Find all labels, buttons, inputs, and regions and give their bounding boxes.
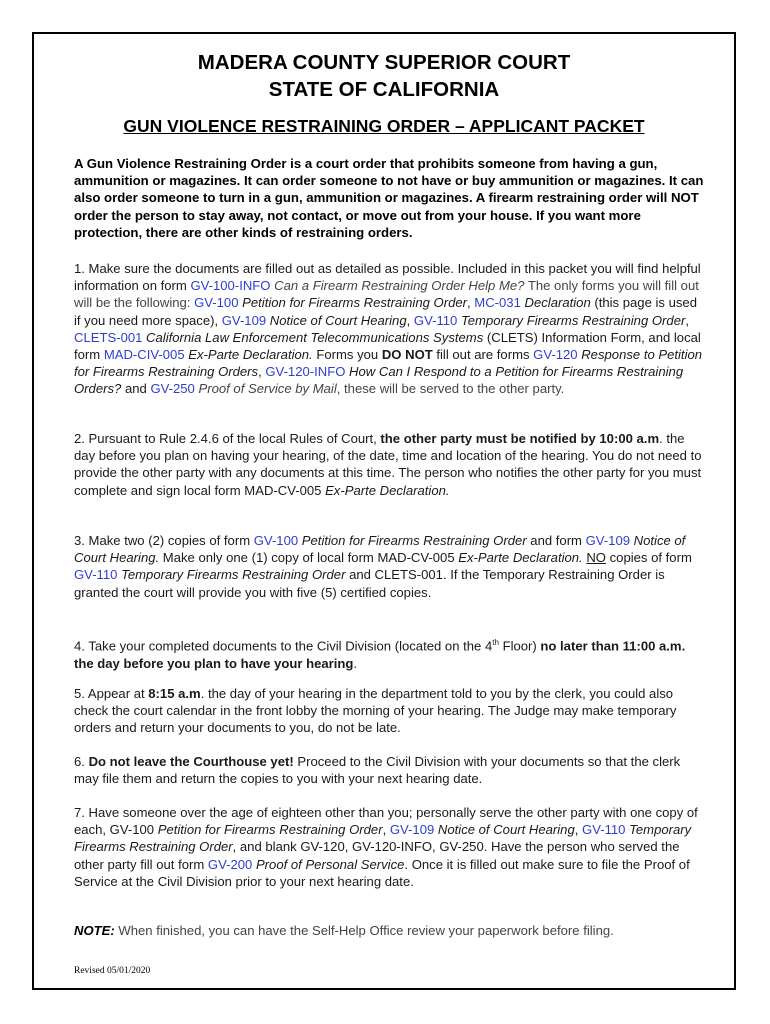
link-gv-200[interactable]: GV-200 [207,856,253,872]
revised-date: Revised 05/01/2020 [74,966,151,976]
step-7: 7. Have someone over the age of eighteen other than you; personally serve the other party with one copy of each, GV-100 Petition for Firearms Restraining Order, GV-109 Notice of Court Hearing, GV-110 Temporary Firearms Restraining Order, and blank GV-120, GV-120-INFO, GV-250. Have the person who served the other party fill out form GV-200 Proof of Personal Service. Once it is filled out make sure to file the Proof of Service at the Civil Division prior to your next hearing date. [74,805,698,889]
link-mc-031[interactable]: MC-031 [474,295,521,311]
link-gv-250[interactable]: GV-250 [150,381,195,397]
link-gv-120-info[interactable]: GV-120-INFO [265,364,346,380]
link-gv-100-info[interactable]: GV-100-INFO [190,278,271,294]
note-label: NOTE: [74,923,115,938]
link-mad-civ-005[interactable]: MAD-CIV-005 [103,347,185,363]
step-5: 5. Appear at 8:15 a.m. the day of your hearing in the department told to you by the clerk, you could also check the court calendar in the front lobby the morning of your hearing. The Judge may make temporary orders and return your documents to you, do not be late. [74,686,677,736]
link-gv-109[interactable]: GV-109 [221,312,267,328]
link-clets-001[interactable]: CLETS-001 [74,329,143,345]
state-name: STATE OF CALIFORNIA [268,78,500,101]
link-gv-110[interactable]: GV-110 [413,312,458,328]
link-gv-109[interactable]: GV-109 [389,822,435,838]
note [74,923,714,938]
intro-paragraph: A Gun Violence Restraining Order is a court order that prohibits someone from having a gun, ammunition or magazines. It can order someone to not have or buy ammunition or magazines. It can also order someone to turn in a gun, ammunition or magazines. A firearm restraining order will NOT order the person to stay away, not contact, or move out from your house. If you want more protection, there are other kinds of restraining orders. [74,156,704,240]
step-1: 1. Make sure the documents are filled out as detailed as possible. Included in this packet you will find helpful information on form GV-100-INFO Can a Firearm Restraining Order Help Me? The only forms you will fill out will be the following: GV-100 Petition for Firearms Restraining Order, MC-031 Declaration (this page is used if you need more space), GV-109 Notice of Court Hearing, GV-110 Temporary Firearms Restraining Order, CLETS-001 California Law Enforcement Telecommunications Systems (CLETS) Information Form, and local form MAD-CIV-005 Ex-Parte Declaration. Forms you DO NOT fill out are forms GV-120 Response to Petition for Firearms Restraining Orders, GV-120-INFO How Can I Respond to a Petition for Firearms Restraining Orders? and GV-250 Proof of Service by Mail, these will be served to the other party. [74,261,703,397]
link-gv-109[interactable]: GV-109 [585,533,631,548]
link-gv-100[interactable]: GV-100 [253,533,299,548]
step-6: 6. Do not leave the Courthouse yet! Proceed to the Civil Division with your documents so that the clerk may file them and return the copies to you with your next hearing date. [74,754,681,787]
packet-title: GUN VIOLENCE RESTRAINING ORDER – APPLICANT PACKET [123,116,645,136]
court-name: MADERA COUNTY SUPERIOR COURT [197,51,571,74]
step-4: 4. Take your completed documents to the Civil Division (located on the 4th Floor) no later than 11:00 a.m. the day before you plan to have your hearing. [74,638,686,671]
step-2: 2. Pursuant to Rule 2.4.6 of the local Rules of Court, the other party must be notified by 10:00 a.m. the day before you plan on having your hearing, of the date, time and location of the hearing. You do not need to provide the other party with any documents at this time. The person who notifies the other party for you must complete and sign local form MAD-CV-005 Ex-Parte Declaration. [74,431,702,498]
document-frame [32,32,736,990]
link-gv-110[interactable]: GV-110 [74,567,118,583]
step-3: 3. Make two (2) copies of form GV-100 Petition for Firearms Restraining Order and form GV-109 Notice of Court Hearing. Make only one (1) copy of local form MAD-CV-005 Ex-Parte Declaration. NO copies of form GV-110 Temporary Firearms Restraining Order and CLETS-001. If the Temporary Restraining Order is granted the court will provide you with five (5) certified copies. [74,533,692,600]
link-gv-120[interactable]: GV-120 [533,347,578,363]
note-text: When finished, you can have the Self-Help Office review your paperwork before filing. [114,923,614,938]
link-gv-100[interactable]: GV-100 [194,295,239,311]
link-gv-110[interactable]: GV-110 [582,822,626,838]
